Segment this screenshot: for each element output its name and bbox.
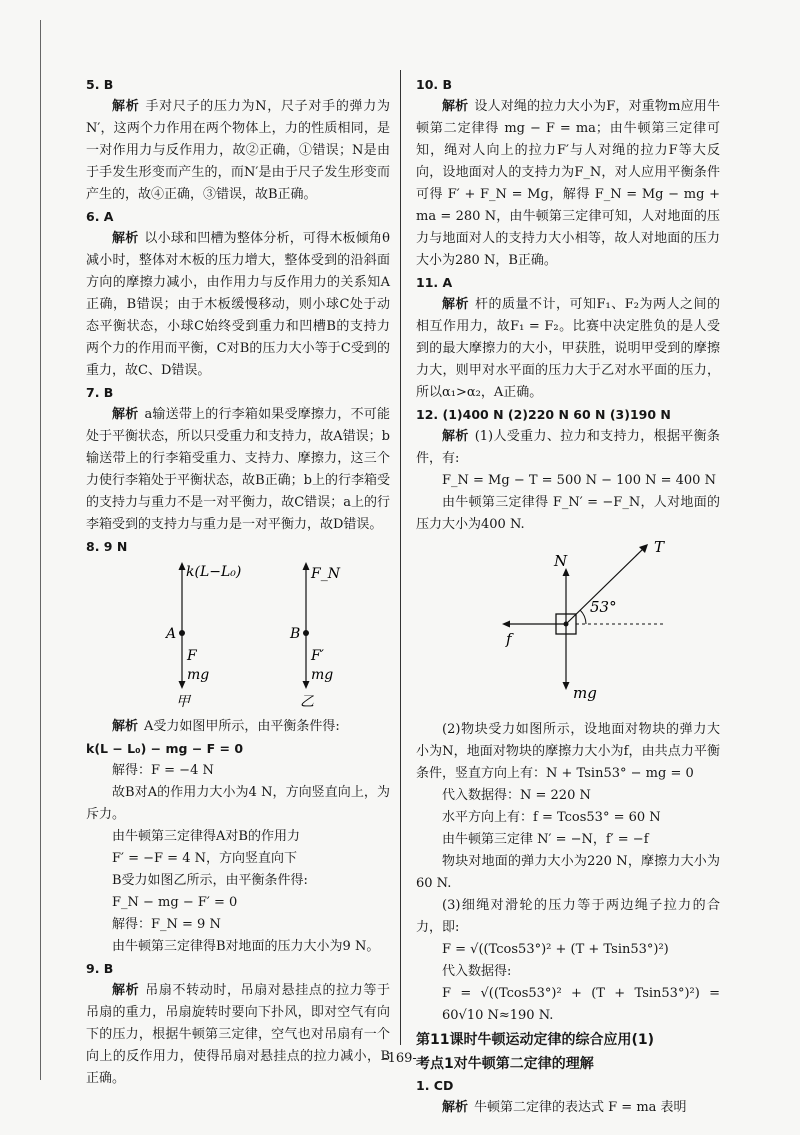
q8-explanation: 解析 A受力如图甲所示，由平衡条件得:	[112, 719, 340, 734]
q12-block-force-diagram	[416, 536, 720, 711]
q8-line5: 由牛顿第三定律得A对B的作用力	[112, 829, 300, 844]
a-point	[179, 630, 185, 636]
a-up-arrowhead	[179, 562, 186, 570]
caption-yi: 乙	[300, 694, 314, 708]
q12-answer: 12. (1)400 N (2)220 N 60 N (3)190 N	[416, 407, 671, 422]
q5-answer: 5. B	[86, 77, 114, 92]
q8-line10: 由牛顿第三定律得B对地面的压力大小为9 N。	[112, 939, 380, 954]
label-f: f	[506, 630, 512, 648]
a-down-arrowhead	[179, 681, 186, 689]
block-center-point	[564, 622, 569, 627]
q12-part3: (3)细绳对滑轮的压力等于两边绳子拉力的合力，即:	[416, 898, 720, 935]
label-t: T	[654, 538, 665, 556]
kaodian-title: 考点1对牛顿第二定律的理解	[416, 1056, 594, 1072]
q12-substitute: 代入数据得:	[442, 964, 512, 979]
a-up-force-label: k(L−L₀)	[186, 564, 242, 580]
q8-answer: 8. 9 N	[86, 539, 128, 554]
q12-f-value: 水平方向上有：f = Tcos53° = 60 N	[442, 810, 661, 825]
caption-jia: 甲	[176, 694, 190, 708]
q7-answer: 7. B	[86, 385, 114, 400]
binding-line	[40, 20, 41, 1080]
b-down-arrowhead	[303, 681, 310, 689]
b-fn-label: F_N	[311, 566, 340, 582]
q12-part1: 解析 (1)人受重力、拉力和支持力，根据平衡条件，有:	[416, 429, 720, 466]
q8-line9: 解得：F_N = 9 N	[112, 917, 221, 932]
q8-line4: 故B对A的作用力大小为4 N，方向竖直向上，为斥力。	[86, 785, 390, 822]
label-angle: 53°	[590, 598, 617, 616]
b-fprime-label: F′	[311, 648, 324, 664]
q1-explanation: 解析 牛顿第二定律的表达式 F = ma 表明	[442, 1100, 687, 1115]
q12-formula: F = √((Tcos53°)² + (T + Tsin53°)²)	[442, 942, 669, 957]
q12-third-law: 由牛顿第三定律得 F_N′ = −F_N，人对地面的压力大小为400 N.	[416, 495, 720, 532]
right-column	[416, 74, 720, 1119]
a-mg-label: mg	[187, 667, 210, 683]
q12-eq-fn: F_N = Mg − T = 500 N − 100 N = 400 N	[442, 473, 716, 488]
q12-third-law-2: 由牛顿第三定律 N′ = −N，f′ = −f	[442, 832, 649, 847]
q8-line8: F_N − mg − F′ = 0	[112, 895, 238, 910]
q11-answer: 11. A	[416, 275, 453, 290]
label-mg: mg	[573, 684, 597, 702]
page-number: -169-	[383, 1051, 417, 1066]
q9-answer: 9. B	[86, 961, 114, 976]
b-label: B	[290, 626, 301, 642]
label-n: N	[554, 552, 568, 570]
angle-arc	[580, 610, 586, 624]
mg-arrowhead	[563, 682, 570, 690]
q9-explanation: 解析 吊扇不转动时，吊扇对悬挂点的拉力等于吊扇的重力，吊扇旋转时要向下扑风，即对空气有向下的压力，根据牛顿第三定律，空气也对吊扇有一个向上的反作用力，使得吊扇对悬挂点的拉力减小，B正确。	[86, 983, 390, 1086]
q6-answer: 6. A	[86, 209, 114, 224]
a-label: A	[166, 626, 177, 642]
a-f-label: F	[187, 648, 197, 664]
q8-eq1: k(L − L₀) − mg − F = 0	[86, 741, 244, 756]
section-title: 第11课时牛顿运动定律的综合应用(1)	[416, 1032, 655, 1048]
q7-explanation: 解析 a输送带上的行李箱如果受摩擦力，不可能处于平衡状态，所以只受重力和支持力，故A错误；b输送带上的行李箱受重力、支持力、摩擦力，这三个力使行李箱处于平衡状态，故B正确；b上的行李箱受的支持力与重力不是一对平衡力，故C错误；a上的行李箱受到的支持力与重力是一对平衡力，故D错误。	[86, 407, 390, 532]
column-divider	[400, 70, 401, 1045]
f-arrowhead	[502, 621, 510, 628]
q1-answer: 1. CD	[416, 1078, 454, 1093]
left-column	[86, 74, 390, 1090]
q6-explanation: 解析 以小球和凹槽为整体分析，可得木板倾角θ减小时，整体对木板的压力增大，整体受到的沿斜面方向的摩擦力减小，由作用力与反作用力的关系知A正确，B错误；由于木板缓慢移动，则小球C处于动态平衡状态，小球C始终受到重力和凹槽B的支持力两个力的作用而平衡，C对B的压力大小等于C受到的重力，故C、D错误。	[86, 231, 390, 378]
q10-explanation: 解析 设人对绳的拉力大小为F，对重物m应用牛顿第二定律得 mg − F = ma；由牛顿第三定律可知，绳对人向上的拉力F′与人对绳的拉力F等大反向，设地面对人的支持力为F_N，对人应用平衡条件可得 F′ + F_N = Mg，解得 F_N = Mg − mg + ma = 280 N，由牛顿第三定律可知，人对地面的压力与地面对人的支持力大小相等，故人对地面的压力大小为280 N，B正确。	[416, 99, 720, 268]
q8-line7: B受力如图乙所示，由平衡条件得:	[112, 873, 308, 888]
q8-line3: 解得：F = −4 N	[112, 763, 214, 778]
b-mg-label: mg	[311, 667, 334, 683]
q12-result-2: 物块对地面的弹力大小为220 N，摩擦力大小为60 N.	[416, 854, 720, 891]
q12-part2: (2)物块受力如图所示，设地面对物块的弹力大小为N，地面对物块的摩擦力大小为f，由共点力平衡条件，竖直方向上有：N + Tsin53° − mg = 0	[416, 722, 720, 781]
b-point	[303, 630, 309, 636]
q8-force-diagram	[86, 558, 390, 708]
b-up-arrowhead	[303, 562, 310, 570]
q8-line6: F′ = −F = 4 N，方向竖直向下	[112, 851, 297, 866]
q10-answer: 10. B	[416, 77, 453, 92]
q5-explanation: 解析 手对尺子的压力为N，尺子对手的弹力为N′，这两个力作用在两个物体上，力的性质相同，是一对作用力与反作用力，故②正确，①错误；N是由于手发生形变而产生的，而N′是由于尺子发生形变而产生的，故④正确，③错误，故B正确。	[86, 99, 390, 202]
q12-n-value: 代入数据得：N = 220 N	[442, 788, 591, 803]
q12-final: F = √((Tcos53°)² + (T + Tsin53°)²) = 60√10 N≈190 N.	[442, 986, 720, 1023]
q11-explanation: 解析 杆的质量不计，可知F₁、F₂为两人之间的相互作用力，故F₁ = F₂。比赛中决定胜负的是人受到的最大摩擦力的大小，甲获胜，说明甲受到的摩擦力大，则甲对水平面的压力大于乙对水平面的压力，所以α₁>α₂，A正确。	[416, 297, 720, 400]
